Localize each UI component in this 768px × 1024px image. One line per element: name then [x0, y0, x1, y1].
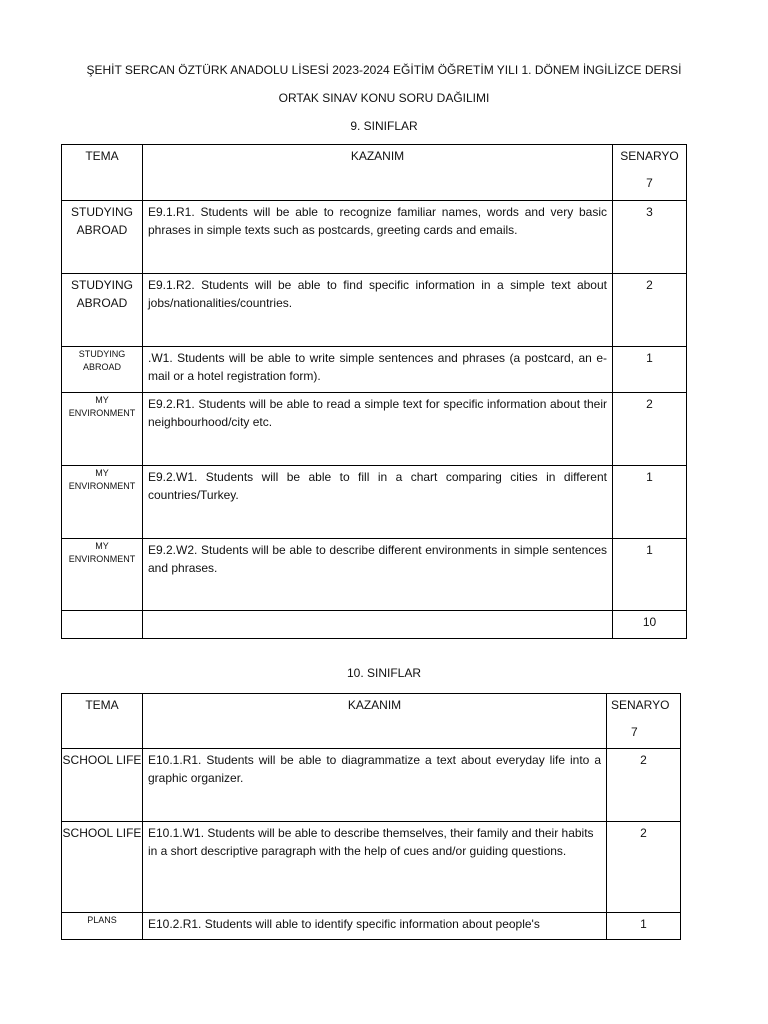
row-count: 1: [613, 539, 687, 611]
row-tema: MY ENVIRONMENT: [62, 393, 143, 466]
row-tema: STUDYING ABROAD: [62, 201, 143, 274]
row-tema: STUDYING ABROAD: [62, 274, 143, 347]
header-kazanim: KAZANIM: [143, 145, 613, 201]
row-count: 2: [613, 274, 687, 347]
total-empty-cell: [62, 611, 143, 639]
row-count: 2: [607, 822, 681, 913]
header-kazanim: KAZANIM: [143, 694, 607, 749]
row-kazanim: E9.1.R1. Students will be able to recognize familiar names, words and very basic phrases in simple texts such as postcards, greeting cards and emails.: [143, 201, 613, 274]
row-count: 1: [613, 347, 687, 393]
row-kazanim: E9.2.W1. Students will be able to fill in a chart comparing cities in different countries/Turkey.: [143, 466, 613, 539]
grade10-table: [61, 693, 681, 940]
row-tema: MY ENVIRONMENT: [62, 539, 143, 611]
table-total-row: [62, 611, 687, 639]
header-senaryo: [607, 694, 681, 749]
row-kazanim: E10.1.W1. Students will be able to describe themselves, their family and their habits in a short descriptive paragraph with the help of cues and/or guiding questions.: [143, 822, 607, 913]
row-kazanim: E10.1.R1. Students will be able to diagrammatize a text about everyday life into a graphic organizer.: [143, 749, 607, 822]
grade9-heading: 9. SINIFLAR: [350, 119, 418, 133]
table-row: [62, 393, 687, 466]
row-tema: PLANS: [62, 913, 143, 940]
table-row: [62, 822, 681, 913]
table-header-row: [62, 145, 687, 201]
table-row: [62, 201, 687, 274]
table-row: [62, 749, 681, 822]
document-title: ŞEHİT SERCAN ÖZTÜRK ANADOLU LİSESİ 2023-2024 EĞİTİM ÖĞRETİM YILI 1. DÖNEM İNGİLİZCE DERSİ: [86, 63, 682, 77]
table-row: [62, 539, 687, 611]
row-count: 2: [607, 749, 681, 822]
header-tema: TEMA: [62, 145, 143, 201]
table-row: [62, 913, 681, 940]
row-kazanim: E10.2.R1. Students will able to identify specific information about people's: [143, 913, 607, 940]
header-senaryo: [613, 145, 687, 201]
document-subtitle: ORTAK SINAV KONU SORU DAĞILIMI: [278, 91, 490, 105]
row-count: 1: [607, 913, 681, 940]
table-row: [62, 274, 687, 347]
header-senaryo-label: SENARYO: [620, 149, 679, 163]
header-senaryo-label: SENARYO: [611, 698, 670, 712]
row-kazanim: E9.1.R2. Students will be able to find specific information in a simple text about jobs/nationalities/countries.: [143, 274, 613, 347]
table-row: [62, 347, 687, 393]
row-kazanim: E9.2.W2. Students will be able to describe different environments in simple sentences and phrases.: [143, 539, 613, 611]
row-count: 1: [613, 466, 687, 539]
header-senaryo-number: 7: [646, 176, 653, 190]
total-count: 10: [613, 611, 687, 639]
row-tema: STUDYING ABROAD: [62, 347, 143, 393]
total-empty-cell: [143, 611, 613, 639]
grade9-table: [61, 144, 687, 639]
header-tema: TEMA: [62, 694, 143, 749]
header-senaryo-number: 7: [631, 725, 638, 739]
row-count: 2: [613, 393, 687, 466]
table-header-row: [62, 694, 681, 749]
row-tema: SCHOOL LIFE: [62, 822, 143, 913]
row-kazanim: .W1. Students will be able to write simple sentences and phrases (a postcard, an e-mail or a hotel registration form).: [143, 347, 613, 393]
row-tema: SCHOOL LIFE: [62, 749, 143, 822]
row-tema: MY ENVIRONMENT: [62, 466, 143, 539]
row-kazanim: E9.2.R1. Students will be able to read a simple text for specific information about their neighbourhood/city etc.: [143, 393, 613, 466]
grade10-heading: 10. SINIFLAR: [346, 666, 422, 680]
table-row: [62, 466, 687, 539]
row-count: 3: [613, 201, 687, 274]
